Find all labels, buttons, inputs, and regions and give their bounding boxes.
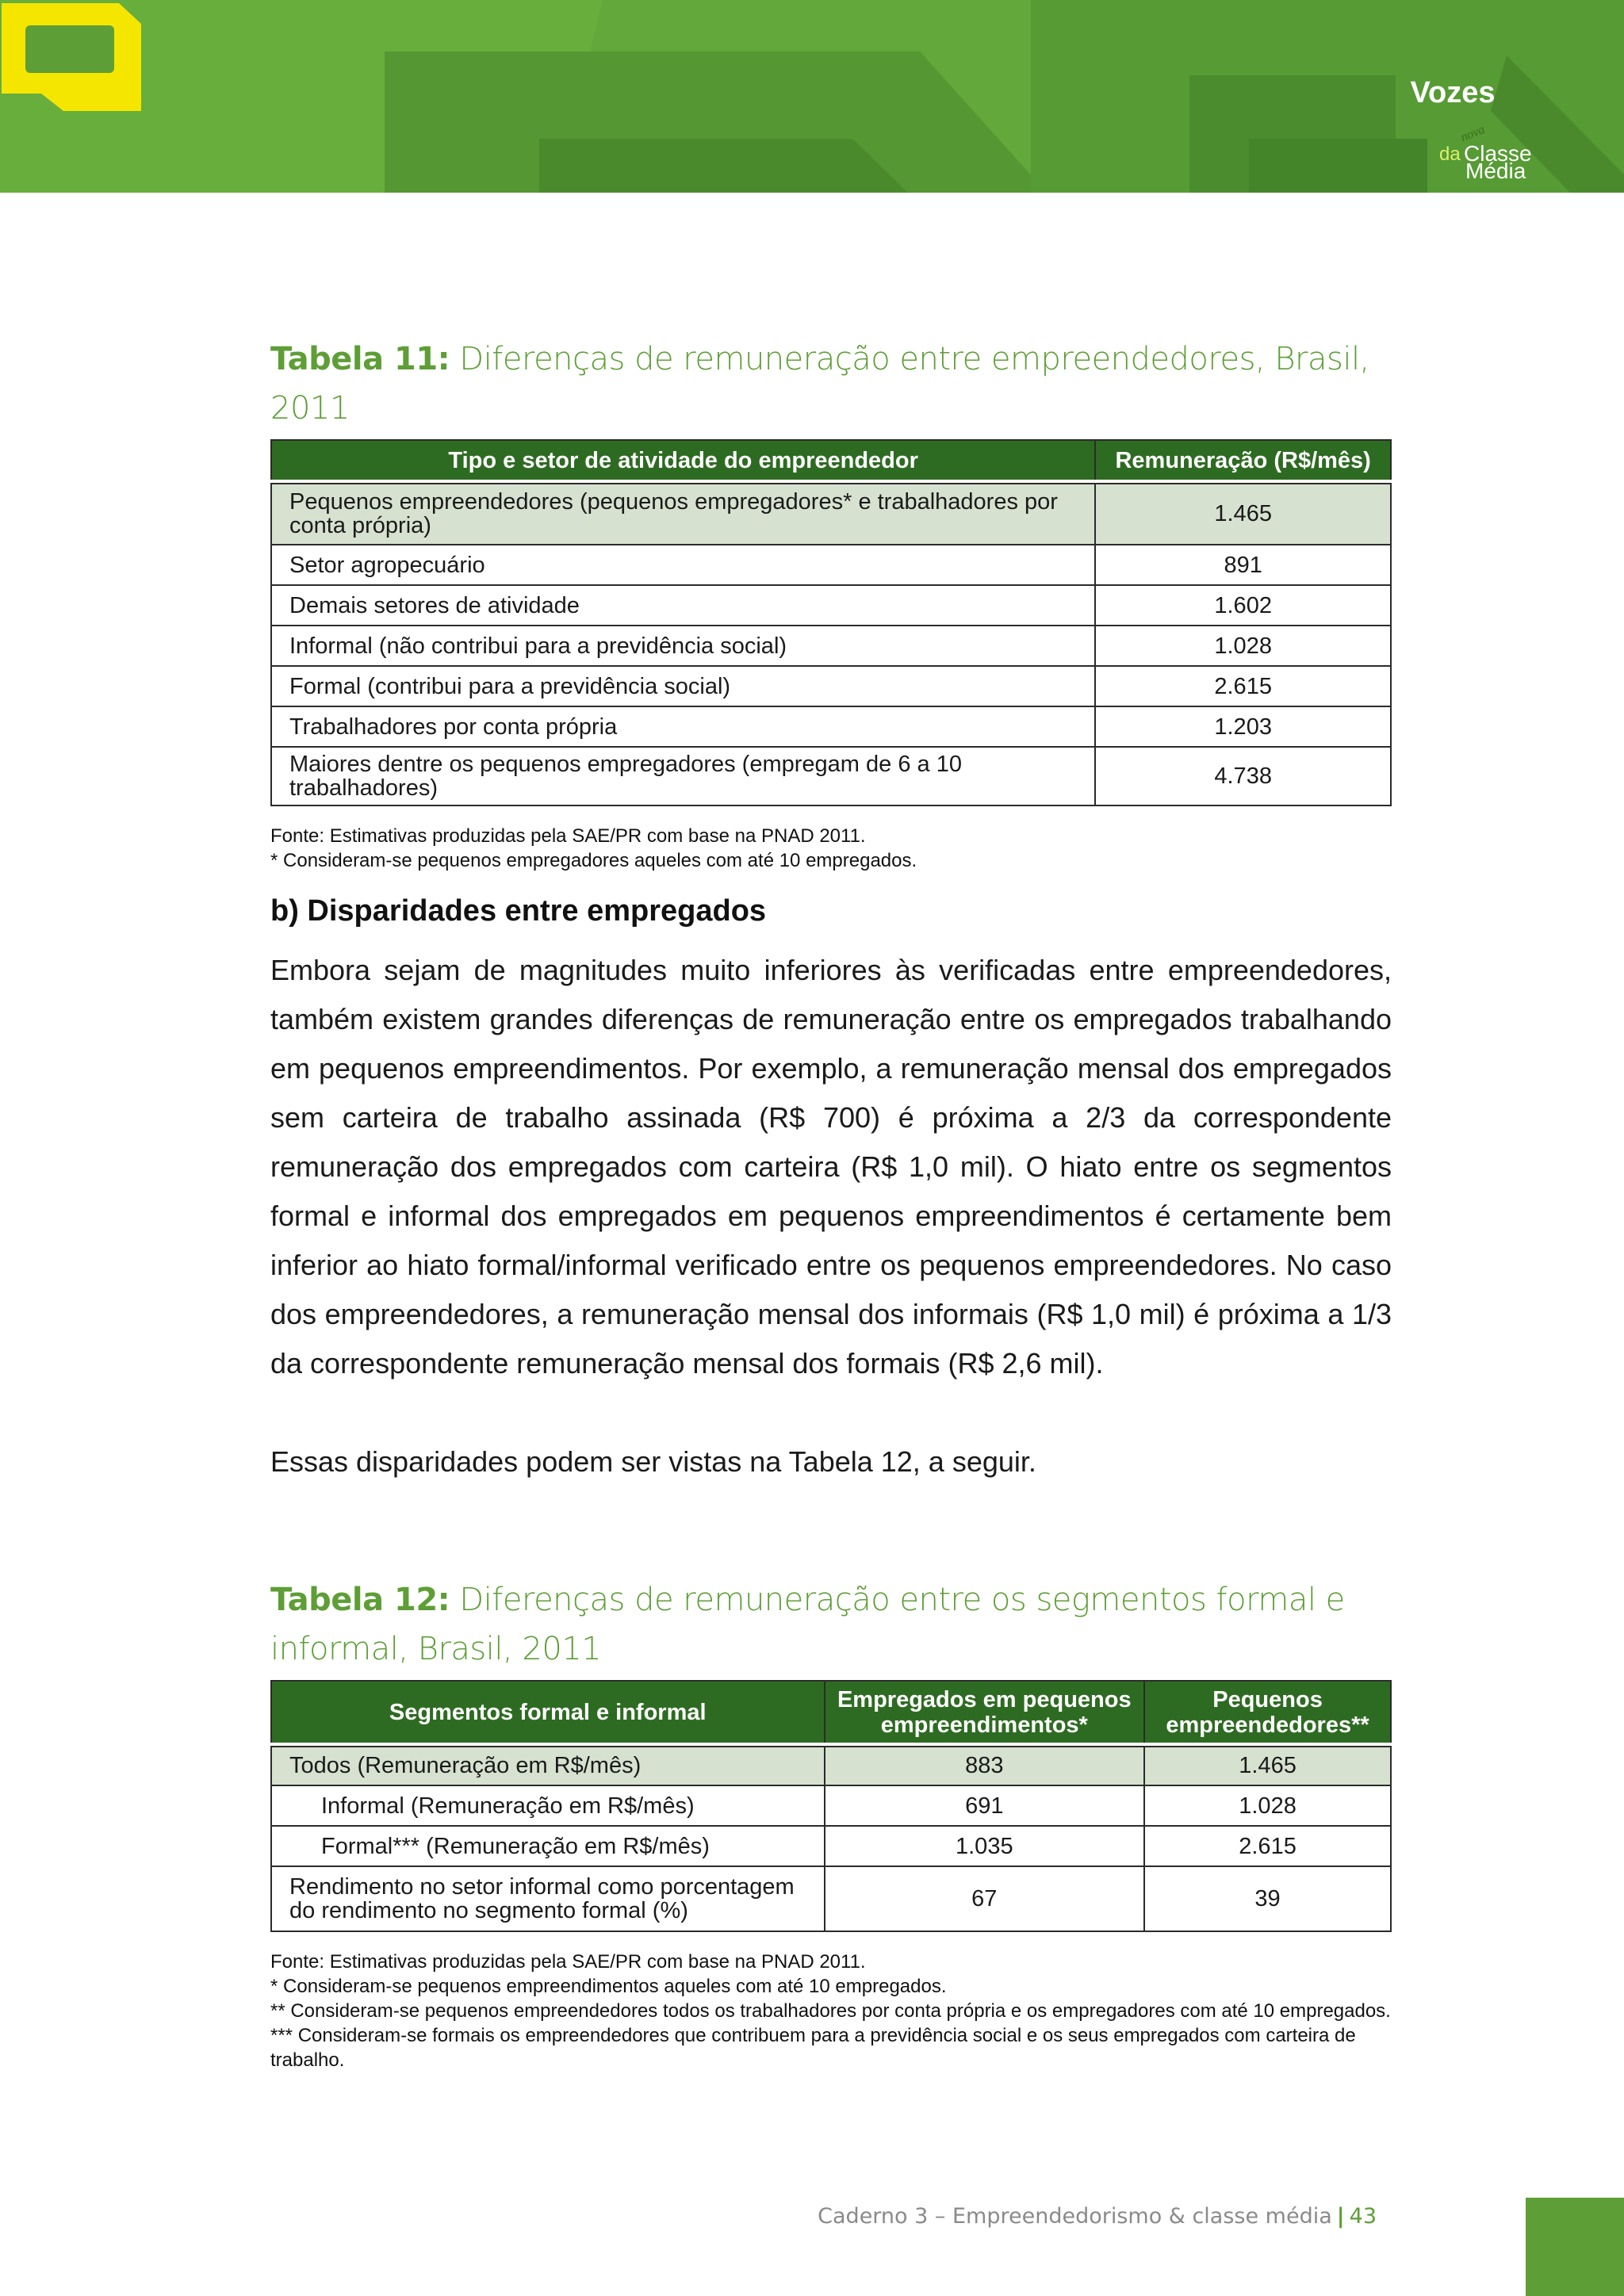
table-row: [271, 666, 1391, 706]
row-label: Informal (não contribui para a previdência social): [271, 626, 1095, 666]
row-label: Demais setores de atividade: [271, 585, 1095, 626]
row-value: 691: [825, 1785, 1145, 1826]
table12: [270, 1680, 1392, 1932]
row-value: 1.035: [825, 1826, 1145, 1866]
row-value: 883: [825, 1744, 1145, 1785]
table-row: [271, 1744, 1391, 1785]
table-row: [271, 747, 1391, 806]
table12-title: [270, 1575, 1392, 1674]
table-row: [271, 1785, 1391, 1826]
table11: [270, 439, 1392, 806]
row-value: 1.028: [1144, 1785, 1391, 1826]
row-value: 1.465: [1144, 1744, 1391, 1785]
section-b: [270, 894, 1392, 1487]
table11-notes: [270, 824, 1392, 873]
table12-header-row: [271, 1681, 1391, 1744]
table-row: [271, 481, 1391, 545]
header-banner: [0, 0, 1624, 193]
logo-nova: nova: [1458, 122, 1487, 145]
row-label: Maiores dentre os pequenos empregadores (empregam de 6 a 10 trabalhadores): [271, 747, 1095, 806]
footnote: * Consideram-se pequenos empreendimentos aqueles com até 10 empregados.: [270, 1976, 947, 1997]
row-label: Formal (contribui para a previdência social): [271, 666, 1095, 706]
table12-notes: [270, 1950, 1392, 2072]
row-value: 39: [1144, 1866, 1391, 1931]
body-paragraph: Embora sejam de magnitudes muito inferiores às verificadas entre empreendedores, também existem grandes diferenças de remuneração entre os empregados trabalhando em pequenos empreendimentos. Por exemplo, a remuneração mensal dos empregados sem carteira de trabalho assinada (R$ 700) é próxima a 2/3 da correspondente remuneração dos empregados com carteira (R$ 1,0 mil). O hiato entre os segmentos formal e informal dos empregados em pequenos empreendimentos é certamente bem inferior ao hiato formal/informal verificado entre os pequenos empreendedores. No caso dos empreendedores, a remuneração mensal dos informais (R$ 1,0 mil) é próxima a 1/3 da correspondente remuneração mensal dos formais (R$ 2,6 mil).: [270, 954, 1392, 1380]
table11-header: Remuneração (R$/mês): [1095, 440, 1391, 481]
table-row: [271, 626, 1391, 666]
table-row: [271, 1826, 1391, 1866]
row-label: Pequenos empreendedores (pequenos empregadores* e trabalhadores por conta própria): [271, 481, 1095, 545]
row-value: 1.203: [1095, 706, 1391, 747]
footer-title: Caderno 3 – Empreendedorismo & classe média: [818, 2204, 1332, 2229]
row-value: 891: [1095, 545, 1391, 585]
logo-da: da: [1439, 144, 1461, 165]
table12-header: Segmentos formal e informal: [271, 1681, 825, 1744]
table-row: [271, 706, 1391, 747]
row-label: Setor agropecuário: [271, 545, 1095, 585]
footer-accent-block: [1526, 2198, 1624, 2296]
table12-section: [270, 1575, 1392, 2072]
table12-header: Pequenos empreendedores**: [1144, 1681, 1391, 1744]
page-footer: [818, 2204, 1377, 2229]
footer-separator: |: [1336, 2204, 1345, 2229]
footnote: * Consideram-se pequenos empregadores aqueles com até 10 empregados.: [270, 850, 917, 871]
body-paragraph: Essas disparidades podem ser vistas na Tabela 12, a seguir.: [270, 1445, 1036, 1478]
logo-word: Vozes: [1410, 76, 1496, 109]
table11-header: Tipo e setor de atividade do empreendedor: [271, 440, 1095, 481]
row-label: Formal*** (Remuneração em R$/mês): [271, 1826, 825, 1866]
section-heading: b) Disparidades entre empregados: [270, 894, 767, 928]
vozes-logo: [0, 0, 151, 140]
banner-graphic: [0, 0, 1624, 193]
table12-header: Empregados em pequenos empreendimentos*: [825, 1681, 1145, 1744]
source-note: Fonte: Estimativas produzidas pela SAE/PR com base na PNAD 2011.: [270, 825, 866, 847]
row-value: 1.602: [1095, 585, 1391, 626]
table-row: [271, 545, 1391, 585]
row-value: 2.615: [1144, 1826, 1391, 1866]
row-value: 1.465: [1095, 481, 1391, 545]
row-value: 2.615: [1095, 666, 1391, 706]
row-value: 4.738: [1095, 747, 1391, 806]
table11-title-text: Diferenças de remuneração entre empreendedores, Brasil, 2011: [270, 341, 1369, 427]
page-number: 43: [1349, 2204, 1377, 2229]
table11-section: [270, 335, 1392, 873]
table-row: [271, 585, 1391, 626]
footnote: ** Consideram-se pequenos empreendedores todos os trabalhadores por conta própria e os empregadores com até 10 empregados.: [270, 2000, 1391, 2022]
footnote: *** Consideram-se formais os empreendedores que contribuem para a previdência social e os seus empregados com carteira de trabalho.: [270, 2025, 1356, 2071]
logo-media: Média: [1465, 159, 1526, 183]
row-label: Rendimento no setor informal como porcentagem do rendimento no segmento formal (%): [271, 1866, 825, 1931]
table11-title: [270, 335, 1392, 433]
table11-header-row: [271, 440, 1391, 481]
table11-label: Tabela 11:: [270, 341, 450, 377]
row-value: 67: [825, 1866, 1145, 1931]
row-label: Informal (Remuneração em R$/mês): [271, 1785, 825, 1826]
row-value: 1.028: [1095, 626, 1391, 666]
logo-classe: Classe: [1464, 141, 1532, 166]
table12-label: Tabela 12:: [270, 1582, 450, 1618]
table12-title-text: Diferenças de remuneração entre os segmentos formal e informal, Brasil, 2011: [270, 1582, 1345, 1667]
table-row: [271, 1866, 1391, 1931]
source-note: Fonte: Estimativas produzidas pela SAE/PR com base na PNAD 2011.: [270, 1951, 866, 1973]
row-label: Trabalhadores por conta própria: [271, 706, 1095, 747]
row-label: Todos (Remuneração em R$/mês): [271, 1744, 825, 1785]
